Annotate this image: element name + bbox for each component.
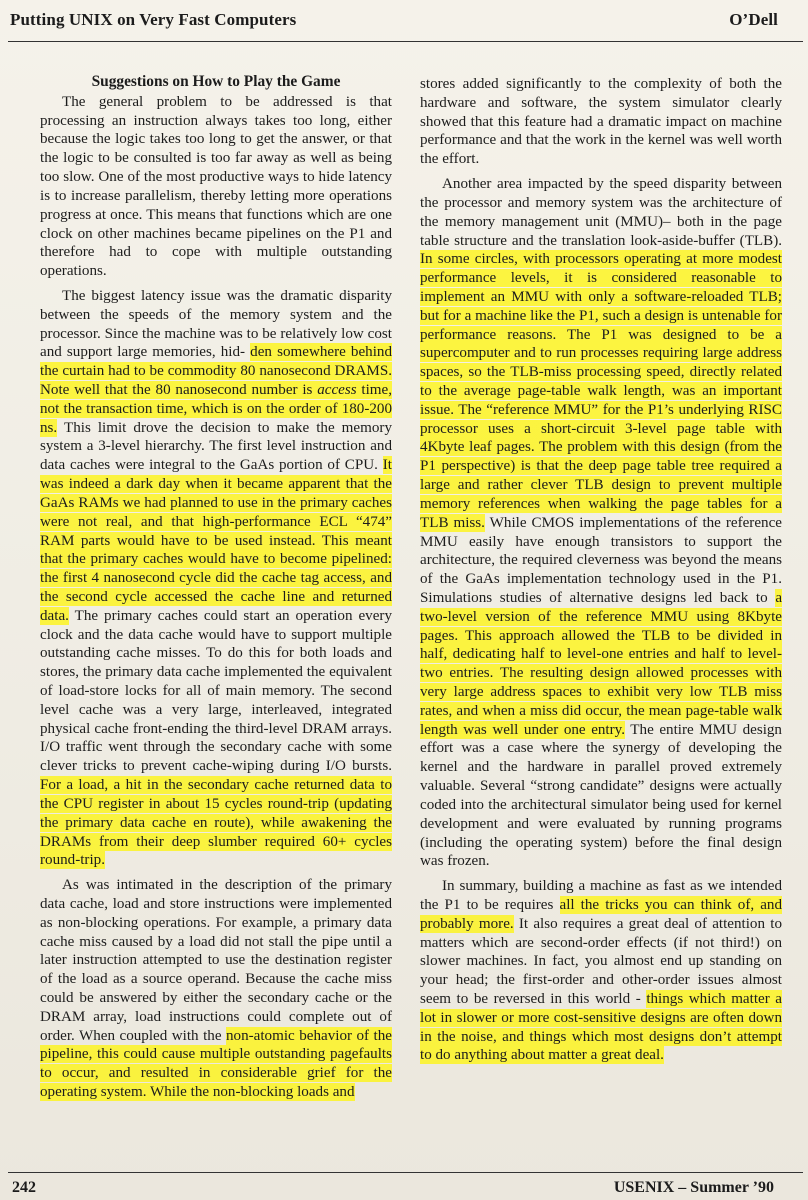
conference-name: USENIX – Summer ’90 (613, 1179, 774, 1196)
text-run: Another area impacted by the speed disparity between the processor and memory system was the architecture of the memory management unit (MMU)– both in the page table structure and the translation look-aside-buffer (TLB). (420, 176, 782, 249)
paragraph (420, 877, 782, 1065)
highlight (420, 250, 782, 531)
text-run: While CMOS implementations of the reference MMU easily have enough transistors to support the architecture, the required cleverness was beyond the means of the GaAs implementation technology used in the P1. Simulations studies of alternative designs led back to (420, 514, 782, 606)
text-run: The entire MMU design effort was a case where the synergy of developing the kernel and the hardware in parallel proved extremely valuable. Several “strong candidate” designs were actually coded into the architectural simulator being used for kernel development and were evaluated by running programs (including the operating system) before the final design was frozen. (420, 721, 782, 870)
paragraph (40, 93, 392, 281)
text-run: The second level cache was a very large, interleaved, integrated physical cache front-ending the third-level DRAM arrays. I/O traffic went through the secondary cache with some clever tricks to prevent cache-wiping during I/O bursts. (40, 683, 393, 775)
section-heading: Suggestions on How to Play the Game (91, 73, 341, 90)
text-run: non-atomic behavior of the pipeline, this could cause multiple outstanding pagefaults to occur, and resulted in considerable grief for the operating system. While the non-blocking loads and (40, 1027, 392, 1101)
highlight (40, 776, 392, 869)
text-run: In fact, you almost end up standing on your head; the first-order and other-order issues almost seem to be reversed in this world - (420, 953, 782, 1007)
text-run: stores added significantly to the complexity of both the hardware and software, the system simulator clearly showed that this feature had a dramatic impact on machine performance and that the work in the kernel was well worth the effort. (420, 76, 782, 168)
right-column (420, 75, 782, 1071)
text-run: all the tricks you can think of, and probably more. (420, 896, 783, 932)
text-run: time, not the transaction time, which is on the order of 180-200 ns. (40, 382, 393, 436)
footer-rule (8, 1172, 803, 1173)
header-rule (8, 41, 803, 42)
text-run: It also requires a great deal of attention to matters which are second-order effects (if not third!) on slower machines. (420, 915, 782, 970)
left-column (40, 73, 392, 1108)
emphasis: access (317, 382, 357, 398)
text-run: The general problem to be addressed is that processing an instruction always takes too long, either because the logic takes too long to get the answer, or that the logic to be consulted is too far away as well as being too slow. One of the most productive ways to hide latency is to increase parallelism, thereby letting more operations progress at once. This means that functions which are one clock on other machines became pipelines on the P1 and therefore had to cope with multiple outstanding operations. (40, 93, 392, 280)
text-run: den somewhere behind the curtain had to be commodity 80 nanosecond DRAMS. Note well that the 80 nanosecond number is (40, 344, 393, 398)
paragraph (420, 175, 782, 871)
paragraph (420, 75, 782, 169)
text-run: It was indeed a dark day when it became apparent that the GaAs RAMs we had planned to use in the primary caches were not real, and that high-performance ECL “474” RAM parts would have to be used instead. This meant that the primary caches would have to become pipelined: the first 4 nanosecond cycle did the cache tag access, and the second cycle accessed the cache line and returned data. (40, 457, 392, 624)
running-head-author: O’Dell (729, 10, 778, 29)
text-run: In some circles, with processors operating at more modest performance levels, it is considered reasonable to implement an MMU with only a software-reloaded TLB; but for a machine like the P1, such a design is untenable for performance reasons. The P1 was designed to be a supercomputer and to run processes requiring large address spaces, so the TLB-miss processing speed, directly related to the average page-table walk length, was an important issue. The “reference MMU” for the P1’s underlying RISC processor uses a short-circuit 3-level page table with 4Kbyte leaf pages. The problem with this design (from the P1 perspective) is that the deep page table tree required a large and rather clever TLB design to prevent multiple memory references when walking the page tables for a TLB miss. (420, 251, 782, 531)
running-head-title: Putting UNIX on Very Fast Computers (10, 10, 297, 29)
text-run: This limit drove the decision to make the memory system a 3-level hierarchy. The first level instruction and data caches were integral to the GaAs portion of CPU. (40, 419, 392, 474)
highlight (40, 456, 392, 625)
text-run: For a load, a hit in the secondary cache returned data to the CPU register in about 15 cycles round-trip (updating the primary data cache en route), while awakening the DRAMs from their deep slumber required 60+ cycles round-trip. (40, 777, 392, 869)
text-run: a two-level version of the reference MMU using 8Kbyte pages. This approach allowed the TLB to be divided in half, dedicating half to level-one entries and half to level-two entries. The resulting design allowed processes with very large address spaces to exhibit very low TLB miss rates, and when a miss did occur, the mean page-table walk length was well under one entry. (420, 589, 783, 738)
paragraph (40, 876, 392, 1102)
paragraph (40, 287, 392, 870)
page-number: 242 (12, 1179, 36, 1196)
text-run: The biggest latency issue was the dramatic disparity between the speeds of the memory system and the processor. Since the machine was to be relatively low cost and support large memories, hid- (40, 287, 392, 361)
text-run: The primary caches could start an operation every clock and the data cache would have to support multiple outstanding cache misses. To do this for both loads and stores, the primary data cache implemented the equivalent of load-store locks for all of main memory. (40, 607, 392, 699)
text-run: In summary, building a machine as fast as we intended the P1 to be requires (420, 878, 782, 913)
text-run: things which matter a lot in slower or more cost-sensitive designs are often down in the noise, and things which most designs don’t attempt to do anything about matter a great deal. (420, 991, 782, 1064)
text-run: As was intimated in the description of the primary data cache, load and store instructions were implemented as non-blocking operations. For example, a primary data cache miss caused by a load did not stall the pipe until a later instruction attempted to use the destination register of the load as a source operand. Because the cache miss could be answered by either the secondary cache or the DRAM array, load instructions could complete out of order. When coupled with the (40, 877, 392, 1044)
highlight (420, 589, 782, 739)
